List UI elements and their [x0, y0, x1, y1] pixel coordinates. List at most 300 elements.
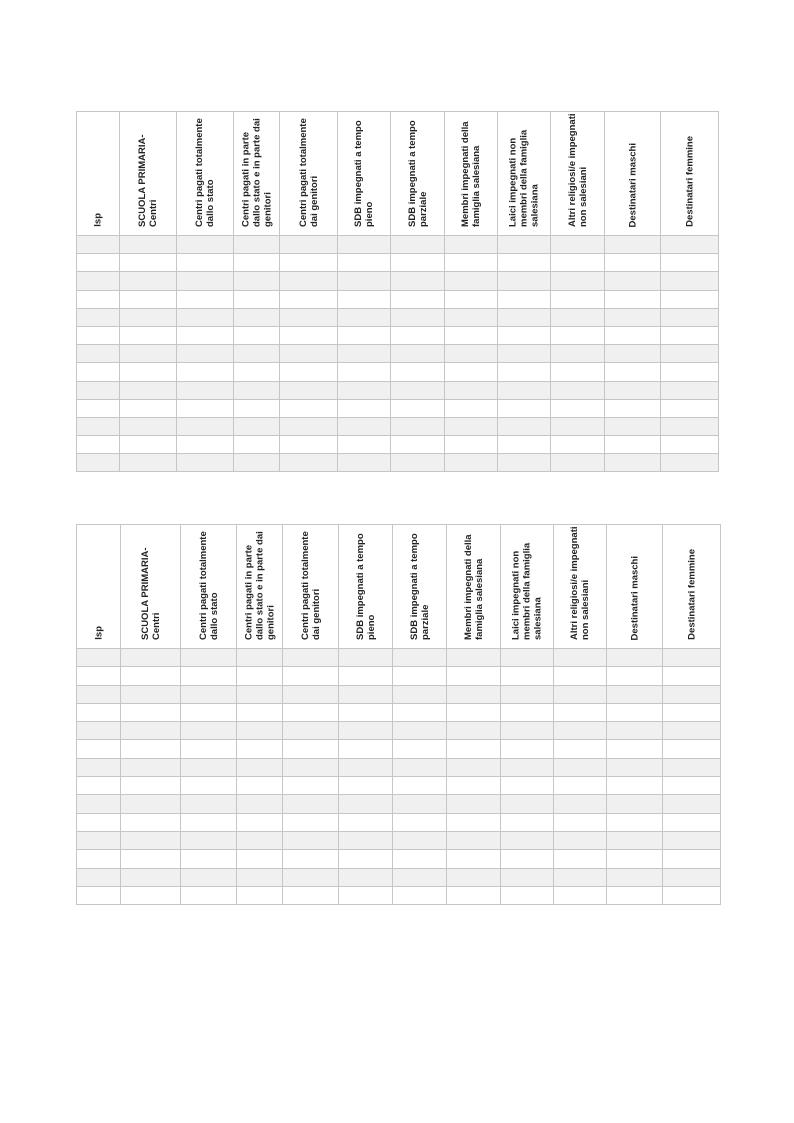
- table-cell: [661, 326, 719, 344]
- table-cell: [393, 649, 447, 667]
- table-cell: [498, 363, 551, 381]
- table-cell: [554, 685, 607, 703]
- table-cell: [237, 758, 283, 776]
- header-scuola-primaria-centri: SCUOLA PRIMARIA- Centri: [121, 525, 181, 649]
- header-isp: Isp: [77, 112, 120, 236]
- table-cell: [77, 454, 120, 472]
- table-cell: [445, 381, 498, 399]
- table-cell: [280, 254, 338, 272]
- table-cell: [121, 795, 181, 813]
- table-cell: [77, 740, 121, 758]
- table-cell: [554, 740, 607, 758]
- table-cell: [661, 436, 719, 454]
- header-altri-religiosi: Altri religiosi/e impegnati non salesiani: [554, 525, 607, 649]
- table-cell: [338, 454, 391, 472]
- table-cell: [447, 795, 501, 813]
- table-cell: [77, 795, 121, 813]
- table-cell: [607, 740, 663, 758]
- table-cell: [120, 326, 177, 344]
- table-cell: [120, 308, 177, 326]
- table-cell: [237, 667, 283, 685]
- table-cell: [393, 886, 447, 904]
- table-cell: [280, 308, 338, 326]
- table-cell: [234, 381, 280, 399]
- table-body: [77, 649, 721, 905]
- table-cell: [77, 417, 120, 435]
- header-membri-famiglia-salesiana: Membri impegnati della famiglia salesiana: [447, 525, 501, 649]
- table-cell: [280, 417, 338, 435]
- table-cell: [551, 381, 605, 399]
- table-cell: [339, 740, 393, 758]
- table-cell: [445, 399, 498, 417]
- table-cell: [445, 363, 498, 381]
- table-cell: [283, 667, 339, 685]
- table-row: [77, 272, 719, 290]
- table-cell: [77, 272, 120, 290]
- table-cell: [338, 290, 391, 308]
- table-cell: [663, 722, 721, 740]
- table-cell: [393, 758, 447, 776]
- table-row: [77, 758, 721, 776]
- table-cell: [280, 454, 338, 472]
- table-cell: [501, 740, 554, 758]
- table-cell: [393, 685, 447, 703]
- table-cell: [77, 436, 120, 454]
- table-cell: [234, 417, 280, 435]
- table-cell: [77, 777, 121, 795]
- table-cell: [339, 850, 393, 868]
- table-cell: [391, 417, 445, 435]
- table-cell: [181, 667, 237, 685]
- table-cell: [77, 399, 120, 417]
- table-row: [77, 813, 721, 831]
- table-cell: [339, 703, 393, 721]
- table-cell: [663, 667, 721, 685]
- table-cell: [501, 722, 554, 740]
- header-scuola-primaria-centri: SCUOLA PRIMARIA- Centri: [120, 112, 177, 236]
- table-cell: [280, 290, 338, 308]
- table-cell: [498, 381, 551, 399]
- table-cell: [501, 831, 554, 849]
- table-cell: [661, 454, 719, 472]
- table-cell: [551, 417, 605, 435]
- table-cell: [551, 454, 605, 472]
- table-cell: [501, 758, 554, 776]
- table-cell: [339, 831, 393, 849]
- table-row: [77, 363, 719, 381]
- table-cell: [234, 236, 280, 254]
- table-cell: [283, 886, 339, 904]
- table-cell: [181, 795, 237, 813]
- table-row: [77, 381, 719, 399]
- table-cell: [77, 685, 121, 703]
- table-cell: [77, 703, 121, 721]
- table-row: [77, 740, 721, 758]
- table-cell: [605, 454, 661, 472]
- table-cell: [120, 399, 177, 417]
- table-cell: [181, 813, 237, 831]
- table-cell: [393, 740, 447, 758]
- table-cell: [280, 236, 338, 254]
- table-row: [77, 290, 719, 308]
- table-cell: [554, 813, 607, 831]
- table-cell: [177, 290, 234, 308]
- table-cell: [501, 850, 554, 868]
- table-cell: [554, 795, 607, 813]
- table-cell: [391, 236, 445, 254]
- table-cell: [554, 703, 607, 721]
- table-cell: [501, 795, 554, 813]
- table-cell: [391, 363, 445, 381]
- table-cell: [237, 868, 283, 886]
- header-sdb-tempo-pieno: SDB impegnati a tempo pieno: [338, 112, 391, 236]
- table-cell: [181, 740, 237, 758]
- table-cell: [661, 345, 719, 363]
- table-cell: [391, 326, 445, 344]
- table-cell: [77, 649, 121, 667]
- table-cell: [120, 236, 177, 254]
- table-cell: [551, 363, 605, 381]
- table-cell: [77, 886, 121, 904]
- table-cell: [551, 290, 605, 308]
- table-cell: [77, 831, 121, 849]
- table-cell: [498, 399, 551, 417]
- table-cell: [181, 868, 237, 886]
- table-cell: [234, 399, 280, 417]
- table-cell: [391, 308, 445, 326]
- table-cell: [663, 831, 721, 849]
- table-cell: [237, 722, 283, 740]
- table-cell: [445, 308, 498, 326]
- table-cell: [121, 758, 181, 776]
- table-cell: [661, 363, 719, 381]
- table-cell: [339, 868, 393, 886]
- table-cell: [445, 290, 498, 308]
- table-cell: [663, 868, 721, 886]
- table-row: [77, 722, 721, 740]
- table-cell: [121, 850, 181, 868]
- table-cell: [391, 454, 445, 472]
- table-cell: [501, 868, 554, 886]
- header-centri-pagati-stato: Centri pagati totalmente dallo stato: [177, 112, 234, 236]
- table-cell: [554, 667, 607, 685]
- table-cell: [391, 254, 445, 272]
- table-cell: [177, 345, 234, 363]
- table-cell: [393, 850, 447, 868]
- table-cell: [554, 868, 607, 886]
- table-cell: [445, 236, 498, 254]
- table-cell: [607, 831, 663, 849]
- table-cell: [393, 722, 447, 740]
- table-cell: [607, 649, 663, 667]
- table-cell: [237, 850, 283, 868]
- table-cell: [661, 272, 719, 290]
- table-cell: [551, 436, 605, 454]
- data-table-2: [76, 524, 721, 905]
- table-cell: [501, 813, 554, 831]
- table-cell: [605, 326, 661, 344]
- table-row: [77, 417, 719, 435]
- table-cell: [77, 813, 121, 831]
- table-cell: [607, 685, 663, 703]
- header-altri-religiosi: Altri religiosi/e impegnati non salesiani: [551, 112, 605, 236]
- table-cell: [607, 813, 663, 831]
- table-cell: [280, 326, 338, 344]
- table-cell: [501, 685, 554, 703]
- table-cell: [498, 290, 551, 308]
- table-cell: [234, 363, 280, 381]
- table-cell: [181, 850, 237, 868]
- table-cell: [447, 722, 501, 740]
- table-cell: [237, 740, 283, 758]
- table-cell: [338, 345, 391, 363]
- table-cell: [338, 381, 391, 399]
- table-cell: [77, 345, 120, 363]
- table-row: [77, 868, 721, 886]
- table-cell: [445, 417, 498, 435]
- table-cell: [393, 777, 447, 795]
- table-cell: [447, 813, 501, 831]
- table-cell: [121, 868, 181, 886]
- table-cell: [121, 740, 181, 758]
- table-cell: [121, 649, 181, 667]
- table-cell: [237, 777, 283, 795]
- header-destinatari-maschi: Destinatari maschi: [607, 525, 663, 649]
- table-row: [77, 254, 719, 272]
- table-cell: [339, 758, 393, 776]
- table-cell: [283, 795, 339, 813]
- table-cell: [447, 850, 501, 868]
- table-cell: [661, 381, 719, 399]
- table-cell: [447, 649, 501, 667]
- table-cell: [237, 813, 283, 831]
- table-cell: [447, 758, 501, 776]
- table-cell: [498, 236, 551, 254]
- table-cell: [234, 345, 280, 363]
- table-row: [77, 436, 719, 454]
- table-cell: [605, 417, 661, 435]
- table-row: [77, 667, 721, 685]
- table-cell: [554, 831, 607, 849]
- table-cell: [605, 436, 661, 454]
- header-destinatari-femmine: Destinatari femmine: [661, 112, 719, 236]
- table-cell: [447, 831, 501, 849]
- table-cell: [501, 703, 554, 721]
- table-cell: [663, 795, 721, 813]
- table-row: [77, 399, 719, 417]
- table-row: [77, 831, 721, 849]
- table-cell: [393, 831, 447, 849]
- data-table-1: [76, 111, 719, 472]
- table-cell: [181, 649, 237, 667]
- table-cell: [663, 813, 721, 831]
- table-cell: [554, 758, 607, 776]
- table-cell: [283, 722, 339, 740]
- table-cell: [605, 345, 661, 363]
- table-cell: [391, 399, 445, 417]
- table-cell: [338, 272, 391, 290]
- table-cell: [447, 685, 501, 703]
- table-cell: [663, 740, 721, 758]
- table-cell: [605, 272, 661, 290]
- table-cell: [551, 399, 605, 417]
- table-cell: [181, 703, 237, 721]
- table-cell: [234, 436, 280, 454]
- table-cell: [554, 777, 607, 795]
- table-cell: [393, 868, 447, 886]
- table-cell: [551, 326, 605, 344]
- table-cell: [663, 685, 721, 703]
- table-cell: [177, 454, 234, 472]
- table-cell: [661, 290, 719, 308]
- table-cell: [120, 290, 177, 308]
- table-cell: [283, 868, 339, 886]
- table-cell: [554, 649, 607, 667]
- table-cell: [445, 436, 498, 454]
- table-cell: [234, 454, 280, 472]
- table-cell: [607, 886, 663, 904]
- table-cell: [121, 831, 181, 849]
- table-cell: [237, 795, 283, 813]
- table-cell: [393, 813, 447, 831]
- table-cell: [554, 850, 607, 868]
- table-body: [77, 236, 719, 472]
- table-cell: [77, 290, 120, 308]
- table-cell: [605, 363, 661, 381]
- table-cell: [121, 703, 181, 721]
- table-cell: [607, 703, 663, 721]
- table-cell: [181, 758, 237, 776]
- table-cell: [234, 308, 280, 326]
- table-cell: [77, 326, 120, 344]
- table-cell: [77, 667, 121, 685]
- table-cell: [283, 740, 339, 758]
- table-cell: [338, 399, 391, 417]
- table-cell: [391, 345, 445, 363]
- table-cell: [661, 254, 719, 272]
- table-cell: [447, 886, 501, 904]
- table-cell: [120, 272, 177, 290]
- table-cell: [663, 703, 721, 721]
- table-cell: [121, 886, 181, 904]
- table-cell: [605, 290, 661, 308]
- table-cell: [121, 777, 181, 795]
- table-cell: [237, 831, 283, 849]
- header-row: [77, 525, 721, 649]
- table-cell: [501, 667, 554, 685]
- table-cell: [280, 363, 338, 381]
- table-cell: [338, 326, 391, 344]
- table-cell: [283, 831, 339, 849]
- header-sdb-tempo-pieno: SDB impegnati a tempo pieno: [339, 525, 393, 649]
- header-isp: Isp: [77, 525, 121, 649]
- table-cell: [447, 740, 501, 758]
- table-cell: [121, 685, 181, 703]
- table-cell: [237, 649, 283, 667]
- header-sdb-tempo-parziale: SDB impegnati a tempo parziale: [391, 112, 445, 236]
- table-cell: [551, 236, 605, 254]
- table-cell: [554, 886, 607, 904]
- table-row: [77, 685, 721, 703]
- table-cell: [77, 758, 121, 776]
- table-cell: [121, 813, 181, 831]
- table-cell: [445, 326, 498, 344]
- table-cell: [551, 272, 605, 290]
- table-cell: [393, 703, 447, 721]
- table-cell: [391, 436, 445, 454]
- table-cell: [605, 308, 661, 326]
- table-cell: [280, 436, 338, 454]
- table-cell: [339, 722, 393, 740]
- table-cell: [77, 868, 121, 886]
- table-row: [77, 795, 721, 813]
- table-cell: [177, 381, 234, 399]
- table-cell: [393, 667, 447, 685]
- table-cell: [498, 326, 551, 344]
- table-cell: [605, 236, 661, 254]
- table-row: [77, 454, 719, 472]
- table-cell: [120, 454, 177, 472]
- table-row: [77, 345, 719, 363]
- table-cell: [339, 667, 393, 685]
- table-row: [77, 703, 721, 721]
- table-cell: [120, 363, 177, 381]
- table-cell: [339, 685, 393, 703]
- table-cell: [498, 454, 551, 472]
- table-cell: [554, 722, 607, 740]
- table-cell: [663, 777, 721, 795]
- table-cell: [177, 363, 234, 381]
- table-cell: [177, 399, 234, 417]
- table-cell: [77, 254, 120, 272]
- table-cell: [498, 272, 551, 290]
- table-cell: [177, 272, 234, 290]
- table-cell: [234, 326, 280, 344]
- table-cell: [177, 436, 234, 454]
- table-cell: [181, 777, 237, 795]
- table-cell: [120, 254, 177, 272]
- table-cell: [663, 758, 721, 776]
- table-cell: [181, 831, 237, 849]
- table-cell: [551, 308, 605, 326]
- table-cell: [607, 758, 663, 776]
- table-row: [77, 308, 719, 326]
- table-cell: [498, 254, 551, 272]
- table-cell: [551, 345, 605, 363]
- header-destinatari-maschi: Destinatari maschi: [605, 112, 661, 236]
- table-row: [77, 850, 721, 868]
- table-cell: [339, 649, 393, 667]
- table-row: [77, 649, 721, 667]
- table-cell: [339, 777, 393, 795]
- table-cell: [77, 363, 120, 381]
- table-cell: [283, 758, 339, 776]
- table-cell: [501, 777, 554, 795]
- table-cell: [445, 272, 498, 290]
- table-cell: [663, 886, 721, 904]
- header-destinatari-femmine: Destinatari femmine: [663, 525, 721, 649]
- table-cell: [237, 685, 283, 703]
- table-cell: [663, 850, 721, 868]
- table-cell: [120, 381, 177, 399]
- table-cell: [77, 308, 120, 326]
- table-cell: [120, 345, 177, 363]
- table-cell: [445, 454, 498, 472]
- table-cell: [283, 850, 339, 868]
- table-cell: [607, 868, 663, 886]
- table-row: [77, 886, 721, 904]
- table-cell: [181, 685, 237, 703]
